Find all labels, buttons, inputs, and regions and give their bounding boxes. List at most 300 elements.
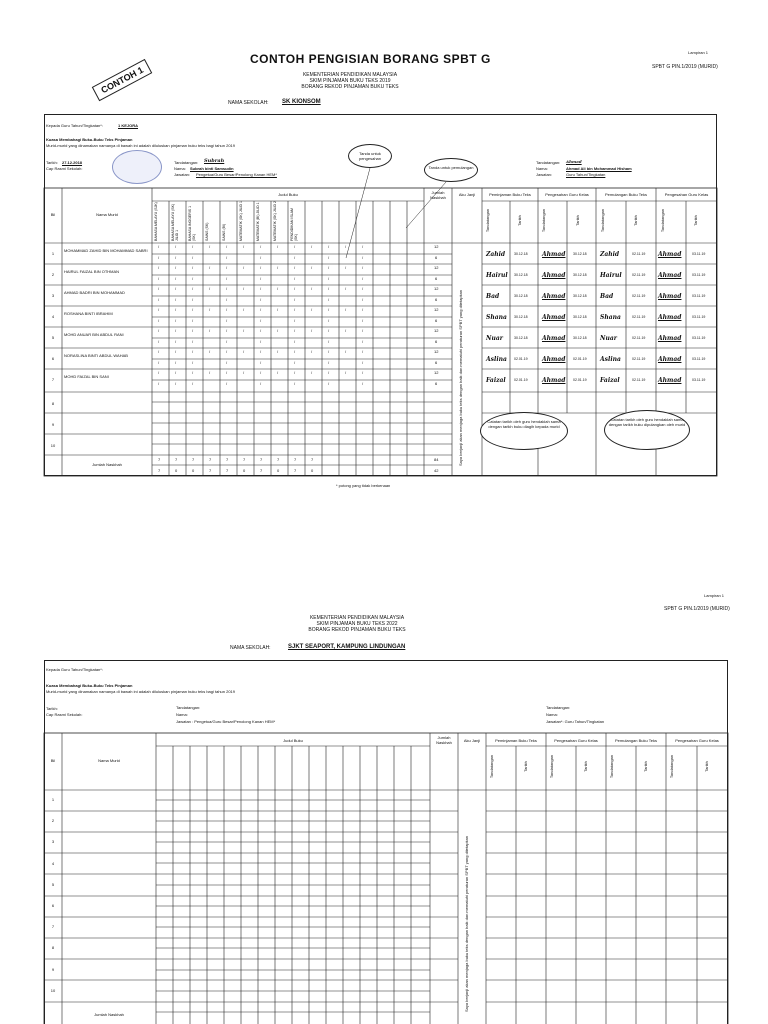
teacher-signature: Ahmad — [542, 293, 566, 300]
book-tick: / — [294, 244, 296, 249]
top-grid — [0, 0, 768, 480]
naskhah-returned: 6 — [435, 360, 438, 365]
book-tick: / — [294, 265, 296, 270]
right-jawatan-label: Jawatan: — [536, 172, 553, 177]
cap-label: Cap Rasmi Sekolah: — [46, 166, 83, 171]
naskhah-borrowed: 12 — [434, 244, 439, 249]
book-tick: / — [362, 286, 364, 291]
book-tick: / — [260, 265, 262, 270]
book-tick: / — [175, 328, 177, 333]
book-tick: / — [158, 307, 160, 312]
verify-return-date: 03.11.19 — [692, 378, 706, 382]
student-signature: Faizal — [486, 377, 506, 384]
book-tick: / — [362, 244, 364, 249]
book-tick: / — [311, 244, 313, 249]
book-tick: / — [277, 349, 279, 354]
book-tick: / — [260, 286, 262, 291]
verify-return-date: 03.11.19 — [692, 315, 706, 319]
verify-return-date: 03.11.19 — [692, 357, 706, 361]
book-tick: / — [192, 318, 194, 323]
book-tick: / — [362, 255, 364, 260]
borrow-date: 02.01.19 — [514, 357, 528, 361]
book-header: BAHASA MELAYU (SJK) — [154, 202, 158, 241]
book-header: BAHASA INGGERIS 1 (SK) — [188, 205, 196, 241]
book-tick: / — [158, 381, 160, 386]
book-tick: / — [175, 339, 177, 344]
verify-date: 02.01.19 — [573, 378, 587, 382]
book-header: MATEMATIK (BI) JILID 1 — [256, 202, 260, 241]
bottom-col-nama: Nama Murid — [98, 758, 120, 763]
book-tick: / — [226, 307, 228, 312]
book-tick: / — [311, 349, 313, 354]
verify-return-date: 03.11.19 — [692, 252, 706, 256]
total-value: 7 — [260, 468, 263, 473]
book-tick: / — [209, 328, 211, 333]
book-tick: / — [277, 265, 279, 270]
student-bil: 7 — [51, 377, 55, 382]
book-tick: / — [328, 276, 330, 281]
book-tick: / — [294, 360, 296, 365]
bottom-right-sign-label: Tandatangan: — [546, 705, 571, 710]
return-signature: Shana — [600, 314, 621, 321]
book-tick: / — [345, 307, 347, 312]
book-tick: / — [192, 297, 194, 302]
bottom-col-judul: Judul Buku — [283, 738, 303, 743]
book-tick: / — [192, 360, 194, 365]
return-signature: Bad — [600, 293, 614, 300]
borrow-date: 30.12.18 — [514, 315, 528, 319]
borrow-date: 02.01.19 — [514, 378, 528, 382]
book-tick: / — [158, 255, 160, 260]
return-signature: Hairul — [600, 272, 622, 279]
student-name: MOHD ANUAR BIN ABDUL RANI — [64, 332, 124, 337]
left-signature: Subrah — [204, 158, 225, 164]
return-signature: Nuar — [600, 335, 617, 342]
bottom-row-bil: 7 — [51, 924, 55, 930]
teacher-return-signature: Ahmad — [658, 335, 682, 342]
student-bil: 4 — [51, 314, 55, 319]
col-jumlah: Jumlah Naskhah — [430, 190, 446, 200]
book-tick: / — [226, 318, 228, 323]
bottom-kuasa-text: Murid-murid yang dinamakan namanya di bawah ini adalah diluluskan pinjaman buku teks bagi tahun 2019 — [46, 689, 236, 694]
bottom-jumlah-label: Jumlah Naskhah — [94, 1012, 124, 1017]
verify-date: 30.12.18 — [573, 294, 587, 298]
empty-row-9: 9 — [51, 422, 55, 427]
book-tick: / — [345, 370, 347, 375]
kuasa-text: Murid-murid yang dinamakan namanya di bawah ini adalah diluluskan pinjaman buku teks bagi tahun 2019 — [46, 143, 236, 148]
book-tick: / — [362, 349, 364, 354]
book-tick: / — [260, 255, 262, 260]
naskhah-returned: 6 — [435, 276, 438, 281]
book-tick: / — [243, 307, 245, 312]
bottom-sub-tarikh-3: Tarikh — [642, 761, 648, 772]
bottom-header-form: BORANG REKOD PINJAMAN BUKU TEKS — [308, 627, 406, 633]
school-label: NAMA SEKOLAH: — [228, 100, 269, 106]
book-tick: / — [345, 349, 347, 354]
book-tick: / — [328, 360, 330, 365]
student-signature: Zahid — [486, 251, 506, 258]
naskhah-borrowed: 12 — [434, 349, 439, 354]
header-line-ministry: KEMENTERIAN PENDIDIKAN MALAYSIA — [302, 72, 398, 78]
left-sign-label: Tandatangan: — [174, 160, 199, 165]
bottom-row-bil: 3 — [51, 839, 55, 845]
book-tick: / — [226, 244, 228, 249]
bottom-header-block — [282, 615, 432, 633]
book-tick: / — [175, 307, 177, 312]
book-tick: / — [328, 370, 330, 375]
book-tick: / — [328, 318, 330, 323]
total-value: 7 — [192, 457, 195, 462]
sub-tarikh-1: Tarikh — [516, 215, 522, 226]
book-tick: / — [277, 370, 279, 375]
bottom-sub-tarikh-1: Tarikh — [522, 761, 528, 772]
book-tick: / — [362, 307, 364, 312]
total-value: 7 — [311, 457, 314, 462]
verify-date: 30.12.18 — [573, 273, 587, 277]
book-tick: / — [294, 328, 296, 333]
header-line-scheme: SKIM PINJAMAN BUKU TEKS 2019 — [309, 78, 391, 84]
total-value: 0 — [243, 468, 246, 473]
book-tick: / — [175, 265, 177, 270]
book-tick: / — [175, 349, 177, 354]
return-signature: Faizal — [600, 377, 620, 384]
bottom-row-bil: 9 — [51, 966, 55, 972]
book-tick: / — [158, 286, 160, 291]
book-tick: / — [311, 328, 313, 333]
jumlah-naskhah-label: Jumlah Naskhah — [92, 462, 122, 467]
bottom-cap-label: Cap Rasmi Sekolah: — [46, 712, 83, 717]
verify-date: 30.12.18 — [573, 336, 587, 340]
book-tick: / — [362, 276, 364, 281]
sub-tandatangan-3: Tandatangan — [600, 208, 606, 233]
left-jawatan-label: Jawatan: — [174, 172, 191, 177]
book-header: SAINS (BI) — [222, 223, 226, 241]
bottom-lampiran: Lampiran 1 — [704, 593, 725, 598]
book-tick: / — [294, 276, 296, 281]
book-tick: / — [243, 370, 245, 375]
grand-total-2: 42 — [434, 468, 439, 473]
book-tick: / — [362, 381, 364, 386]
bottom-row-bil: 5 — [51, 881, 55, 887]
callout-tarikh-pulang: Catatan tarikh oleh guru hendaklah sama dengan tarikh buku dipulangkan oleh murid — [604, 410, 690, 450]
book-tick: / — [192, 349, 194, 354]
teacher-signature: Ahmad — [542, 314, 566, 321]
book-tick: / — [260, 297, 262, 302]
kepada-value: 1 KEJORA — [118, 123, 139, 128]
book-tick: / — [175, 244, 177, 249]
book-tick: / — [175, 286, 177, 291]
return-date: 02.11.19 — [632, 357, 646, 361]
return-date: 02.11.19 — [632, 378, 646, 382]
book-tick: / — [260, 381, 262, 386]
sub-tandatangan-2: Tandatangan — [541, 208, 547, 233]
book-tick: / — [277, 307, 279, 312]
bottom-row-bil: 6 — [51, 903, 55, 908]
book-tick: / — [209, 370, 211, 375]
total-value: 0 — [192, 468, 195, 473]
callout-tarikh-agih: Catatan tarikh oleh guru hendaklah sama dengan tarikh buku diagih kepada murid — [480, 412, 568, 450]
book-tick: / — [158, 297, 160, 302]
school-name: SK KIONSOM — [282, 99, 321, 105]
book-tick: / — [209, 286, 211, 291]
book-tick: / — [328, 328, 330, 333]
teacher-signature: Ahmad — [542, 335, 566, 342]
book-tick: / — [175, 370, 177, 375]
book-tick: / — [192, 244, 194, 249]
student-bil: 5 — [51, 335, 55, 340]
naskhah-borrowed: 12 — [434, 370, 439, 375]
book-tick: / — [158, 244, 160, 249]
bottom-aku-janji-text: Saya berjanji akan menjaga buku teks dengan baik dan mematuhi peraturan SPBT yang ditetapkan — [464, 835, 469, 1012]
book-tick: / — [328, 339, 330, 344]
total-value: 0 — [277, 468, 280, 473]
bottom-sub-tandatangan-3: Tandatangan — [609, 754, 615, 779]
book-tick: / — [243, 328, 245, 333]
book-tick: / — [158, 318, 160, 323]
sub-tandatangan-4: Tandatangan — [660, 208, 666, 233]
bottom-row-bil: 8 — [51, 945, 55, 951]
book-tick: / — [226, 255, 228, 260]
verify-date: 30.12.18 — [573, 252, 587, 256]
book-tick: / — [192, 286, 194, 291]
teacher-signature: Ahmad — [542, 251, 566, 258]
bottom-sub-tandatangan-4: Tandatangan — [669, 754, 675, 779]
book-tick: / — [192, 381, 194, 386]
total-value: 7 — [209, 468, 212, 473]
book-tick: / — [294, 381, 296, 386]
bottom-school-label: NAMA SEKOLAH: — [230, 645, 271, 651]
col-pengesahan: Pengesahan Guru Kelas — [545, 192, 589, 197]
naskhah-borrowed: 12 — [434, 286, 439, 291]
right-signature: Ahmad — [566, 159, 582, 164]
teacher-return-signature: Ahmad — [658, 356, 682, 363]
book-tick: / — [362, 370, 364, 375]
callout-pemulangan: Tanda untuk pemulangan — [424, 158, 478, 182]
bottom-col-jumlah: Jumlah Naskhah — [436, 735, 452, 745]
student-signature: Aslina — [486, 356, 507, 363]
student-name: ROSHANA BINTI IBRAHIM — [64, 311, 113, 316]
book-tick: / — [311, 307, 313, 312]
sub-tarikh-4: Tarikh — [692, 215, 698, 226]
bottom-left-jawatan: Jawatan : Pengetua/Guru Besar/Penolong Kanan HEM* — [176, 719, 276, 724]
total-value: 7 — [158, 468, 161, 473]
book-tick: / — [226, 381, 228, 386]
bottom-col-peminjaman: Peminjaman Buku Teks — [495, 738, 537, 743]
right-nama-label: Nama: — [536, 166, 548, 171]
total-value: 7 — [226, 468, 229, 473]
book-header: BAHASA MELAYU (SK) JILID 1 — [171, 203, 179, 241]
book-tick: / — [209, 349, 211, 354]
book-tick: / — [175, 297, 177, 302]
verify-return-date: 03.11.19 — [692, 336, 706, 340]
col-peminjaman: Peminjaman Buku Teks — [489, 192, 531, 197]
col-pemulangan: Pemulangan Buku Teks — [605, 192, 647, 197]
col-nama: Nama Murid — [96, 212, 118, 217]
total-value: 7 — [209, 457, 212, 462]
col-aku: Aku Janji — [458, 192, 476, 197]
book-tick: / — [362, 360, 364, 365]
bottom-col-pengesahan: Pengesahan Guru Kelas — [554, 738, 598, 743]
naskhah-borrowed: 12 — [434, 265, 439, 270]
book-tick: / — [345, 244, 347, 249]
bottom-sub-tarikh-4: Tarikh — [703, 761, 709, 772]
return-signature: Zahid — [600, 251, 620, 258]
book-tick: / — [294, 255, 296, 260]
book-tick: / — [175, 255, 177, 260]
book-header: PENDIDIKAN ISLAM (SK) — [290, 208, 298, 241]
naskhah-returned: 6 — [435, 318, 438, 323]
left-nama-value: Subrah binti Samsudin — [190, 166, 234, 171]
bottom-header-scheme: SKIM PINJAMAN BUKU TEKS 2022 — [316, 621, 398, 627]
right-nama-value: Ahmad Ali bin Mohammad Hisham — [566, 166, 632, 171]
student-name: HAIRUL FAIZAL BIN OTHMAN — [64, 269, 120, 274]
book-tick: / — [294, 318, 296, 323]
student-name: AHMAD BADRI BIN MOHAMMAD — [64, 290, 125, 295]
book-tick: / — [226, 360, 228, 365]
student-name: MOHD FAIZAL BIN SANI — [64, 374, 109, 379]
book-tick: / — [192, 276, 194, 281]
book-tick: / — [362, 339, 364, 344]
book-tick: / — [260, 328, 262, 333]
bottom-row-bil: 10 — [50, 987, 56, 993]
col-judul: Judul Buku — [278, 192, 298, 197]
book-tick: / — [158, 370, 160, 375]
book-tick: / — [260, 339, 262, 344]
teacher-return-signature: Ahmad — [658, 293, 682, 300]
total-value: 7 — [158, 457, 161, 462]
book-tick: / — [277, 328, 279, 333]
total-value: 7 — [226, 457, 229, 462]
borrow-date: 30.12.18 — [514, 336, 528, 340]
book-tick: / — [328, 244, 330, 249]
book-tick: / — [226, 276, 228, 281]
book-tick: / — [192, 255, 194, 260]
book-tick: / — [260, 276, 262, 281]
teacher-return-signature: Ahmad — [658, 314, 682, 321]
sub-tandatangan-1: Tandatangan — [485, 208, 491, 233]
bottom-book-columns — [0, 746, 768, 1024]
book-tick: / — [311, 286, 313, 291]
student-signature: Bad — [486, 293, 500, 300]
bottom-header-ministry: KEMENTERIAN PENDIDIKAN MALAYSIA — [309, 615, 405, 621]
teacher-signature: Ahmad — [542, 356, 566, 363]
naskhah-borrowed: 12 — [434, 328, 439, 333]
borrow-date: 30.12.18 — [514, 294, 528, 298]
book-tick: / — [277, 244, 279, 249]
student-signature: Nuar — [486, 335, 503, 342]
borrow-date: 30.12.18 — [514, 252, 528, 256]
borrow-date: 30.12.18 — [514, 273, 528, 277]
bottom-right-jawatan: Jawatan*: Guru Tahun/Tingkatan — [546, 719, 605, 724]
total-value: 7 — [277, 457, 280, 462]
right-jawatan-value: Guru Tahun/Tingkatan — [566, 172, 606, 177]
book-tick: / — [175, 381, 177, 386]
bottom-kepada-label: Kepada Guru Tahun/Tingkatan*: — [46, 667, 103, 672]
book-tick: / — [243, 265, 245, 270]
bottom-col-aku: Aku Janji — [463, 738, 481, 743]
book-tick: / — [277, 286, 279, 291]
book-tick: / — [294, 286, 296, 291]
book-header: SAINS (SK) — [205, 222, 209, 241]
student-bil: 6 — [51, 356, 55, 361]
student-bil: 1 — [51, 251, 55, 256]
verify-return-date: 03.11.19 — [692, 294, 706, 298]
bottom-left-sign-label: Tandatangan: — [176, 705, 201, 710]
naskhah-returned: 6 — [435, 297, 438, 302]
kuasa-title: Kuasa Membahagi Buku-Buku Teks Pinjaman — [46, 137, 133, 142]
book-tick: / — [260, 360, 262, 365]
student-signature: Shana — [486, 314, 507, 321]
bottom-form-code: SPBT G PIN.1/2019 (MURID) — [664, 606, 730, 612]
bottom-tarikh-label: Tarikh: — [46, 706, 58, 711]
book-tick: / — [311, 370, 313, 375]
bottom-col-pemulangan: Pemulangan Buku Teks — [615, 738, 657, 743]
book-tick: / — [328, 286, 330, 291]
book-tick: / — [226, 297, 228, 302]
bottom-col-bil: Bil — [50, 758, 56, 763]
book-tick: / — [158, 349, 160, 354]
bottom-row-bil: 2 — [51, 818, 55, 824]
student-bil: 2 — [51, 272, 55, 277]
empty-row-8: 8 — [51, 401, 55, 406]
empty-row-10: 10 — [50, 443, 56, 448]
col-pengesahan-2: Pengesahan Guru Kelas — [664, 192, 709, 197]
footnote: * potong yang tidak berkenaan — [336, 483, 391, 488]
book-tick: / — [294, 297, 296, 302]
callout-pengesahan: Tanda untuk pengesahan — [348, 144, 392, 168]
book-tick: / — [158, 339, 160, 344]
return-date: 02.11.19 — [632, 294, 646, 298]
book-tick: / — [192, 328, 194, 333]
book-tick: / — [226, 286, 228, 291]
bottom-school-name: SJKT SEAPORT, KAMPUNG LINDUNGAN — [288, 644, 406, 650]
book-tick: / — [209, 244, 211, 249]
sub-tarikh-3: Tarikh — [632, 215, 638, 226]
left-nama-label: Nama: — [174, 166, 186, 171]
book-tick: / — [158, 328, 160, 333]
book-tick: / — [362, 318, 364, 323]
header-line-form: BORANG REKOD PINJAMAN BUKU TEKS — [301, 84, 399, 90]
bottom-right-nama-label: Nama: — [546, 712, 558, 717]
book-tick: / — [260, 370, 262, 375]
book-tick: / — [158, 276, 160, 281]
book-tick: / — [294, 349, 296, 354]
right-sign-label: Tandatangan: — [536, 160, 561, 165]
return-date: 02.11.19 — [632, 336, 646, 340]
total-value: 7 — [260, 457, 263, 462]
form-title: CONTOH PENGISIAN BORANG SPBT G — [250, 52, 491, 66]
aku-janji-text: Saya berjanji akan menjaga buku teks dengan baik dan mematuhi peraturan SPBT yang ditetapkan — [458, 289, 463, 466]
bottom-sub-tarikh-2: Tarikh — [582, 761, 588, 772]
book-tick: / — [175, 276, 177, 281]
form-code: SPBT G PIN.1/2019 (MURID) — [652, 64, 718, 70]
book-tick: / — [209, 265, 211, 270]
verify-return-date: 03.11.19 — [692, 273, 706, 277]
teacher-return-signature: Ahmad — [658, 272, 682, 279]
book-tick: / — [328, 255, 330, 260]
bottom-row-bil: 4 — [51, 860, 55, 866]
book-tick: / — [226, 265, 228, 270]
book-tick: / — [294, 370, 296, 375]
book-tick: / — [175, 318, 177, 323]
bottom-row-bil: 1 — [51, 797, 55, 802]
tarikh-value: 27.12.2018 — [62, 160, 83, 165]
bottom-col-pengesahan-2: Pengesahan Guru Kelas — [675, 738, 719, 743]
tarikh-label: Tarikh: — [46, 160, 58, 165]
book-tick: / — [362, 297, 364, 302]
book-tick: / — [226, 370, 228, 375]
teacher-return-signature: Ahmad — [658, 251, 682, 258]
